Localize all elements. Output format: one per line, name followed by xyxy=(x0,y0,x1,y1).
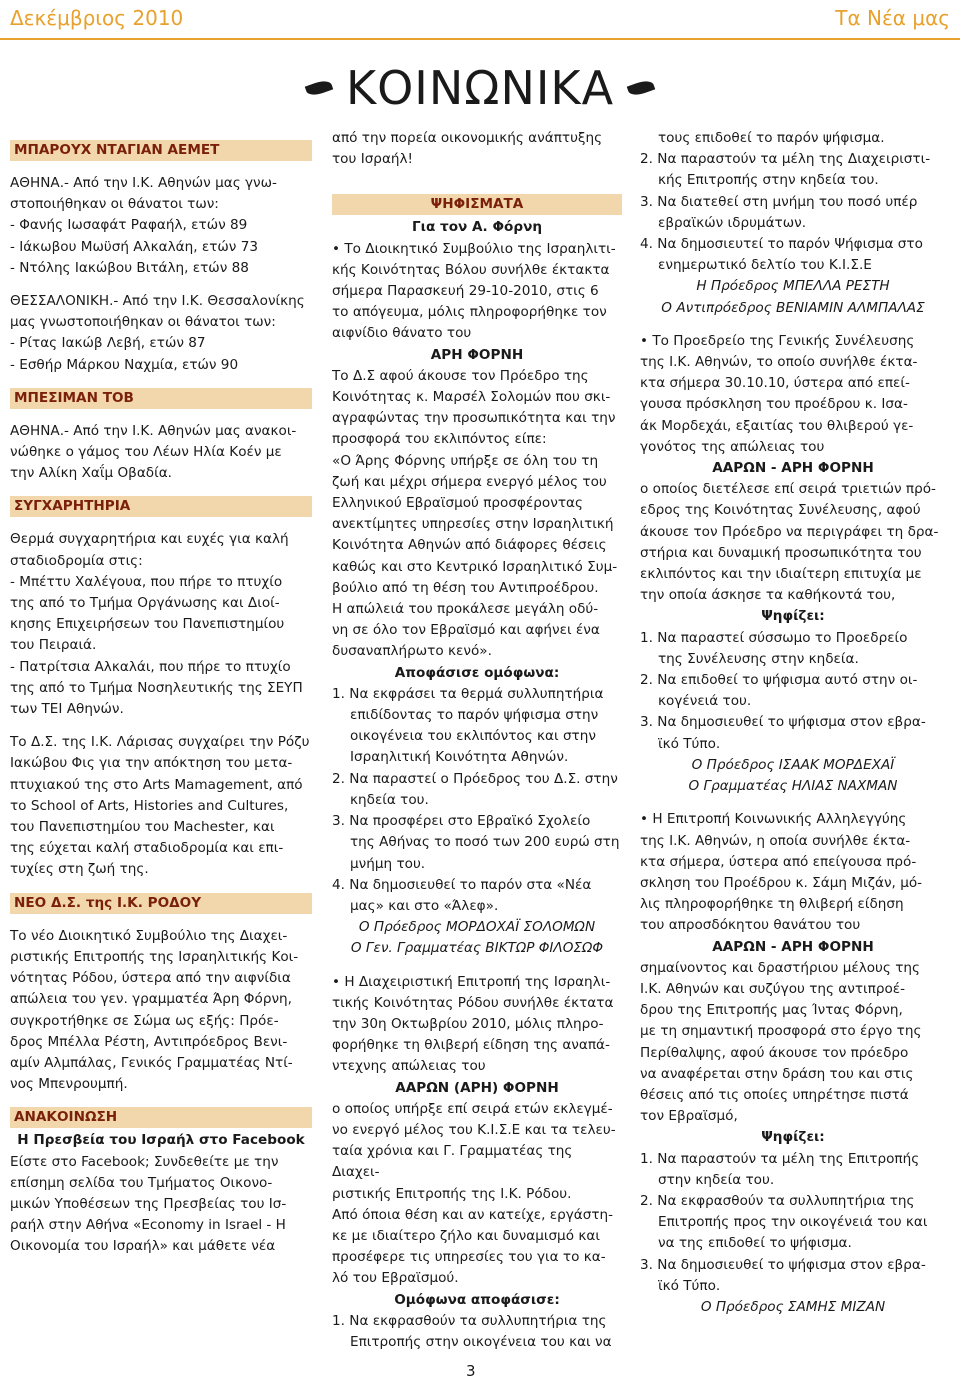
text-line: ΑΘΗΝΑ.- Από την Ι.Κ. Αθηνών μας ανακοι- xyxy=(10,422,297,439)
text-line: νώθηκε ο γάμος του Λέων Ηλία Κοέν με xyxy=(10,444,282,461)
section-heading: ΑΝΑΚΟΙΝΩΣΗ xyxy=(10,1107,312,1128)
signature: Η Πρόεδρος ΜΠΕΛΛΑ ΡΕΣΤΗ xyxy=(696,278,890,295)
column-2 xyxy=(332,128,622,1353)
list-item xyxy=(640,1191,946,1255)
text-line: αγραφώντας την προσωπικότητα και την xyxy=(332,410,616,427)
list-item xyxy=(640,234,946,276)
text-line: Το Δ.Σ. της Ι.Κ. Λάρισας συγχαίρει την Ρόζυ xyxy=(10,734,310,751)
text-line: νος Μπενρουμπή. xyxy=(10,1076,128,1093)
text-line: κησης Επιχειρήσεων του Πανεπιστημίου xyxy=(10,616,285,633)
text-line: της εύχεται καλή σταδιοδρομία και επι- xyxy=(10,840,284,857)
section-heading: ΨΗΦΙΣΜΑΤΑ xyxy=(332,194,622,215)
text-line: της από το Τμήμα Νοσηλευτικής της ΣΕΥΠ xyxy=(10,679,303,696)
signature: Ο Πρόεδρος ΙΣΑΑΚ ΜΟΡΔΕΧΑΪ xyxy=(691,756,895,773)
announcement-title: Η Πρεσβεία του Ισραήλ στο Facebook xyxy=(17,1132,305,1149)
text-line: συγκροτήθηκε σε Σώμα ως εξής: Πρόε- xyxy=(10,1012,279,1029)
text-line: ΑΘΗΝΑ.- Από την Ι.Κ. Αθηνών μας γνω- xyxy=(10,175,277,191)
text-line: Η απώλειά του προκάλεσε μεγάλη οδύ- xyxy=(332,601,599,618)
text-line: ριστικής Επιτροπής της Ισραηλιτικής Κοι- xyxy=(10,948,299,965)
list-item xyxy=(332,769,622,811)
column-1 xyxy=(10,140,312,1270)
text-line: λις πληροφορήθηκε τη θλιβερή είδηση xyxy=(640,896,904,913)
text-line: προσφορά του εκλιπόντος είπε: xyxy=(332,431,547,448)
votes-heading: Ψηφίζει: xyxy=(761,608,825,625)
text-line: - Ιάκωβου Μωϋσή Αλκαλάη, ετών 73 xyxy=(10,238,259,255)
text-line: 1. Να εκφρασθούν τα συλλυπητήρια της xyxy=(332,1312,607,1329)
numbered-list xyxy=(640,1149,946,1297)
signature: Ο Πρόεδρος ΣΑΜΗΣ ΜΙΖΑΝ xyxy=(700,1298,886,1315)
text-line: άκ Μορδεχάι, εξαιτίας του θλιβερού γε- xyxy=(640,417,914,434)
text-line: καθώς και στο Κεντρικό Ισραηλιτικό Συμ- xyxy=(332,558,618,575)
paragraph xyxy=(10,926,312,1096)
text-line: ΘΕΣΣΑΛΟΝΙΚΗ.- Από την Ι.Κ. Θεσσαλονίκης xyxy=(10,293,305,310)
text-line: κηδεία του. xyxy=(350,791,429,808)
decision-heading: Αποφάσισε ομόφωνα: xyxy=(394,664,560,681)
numbered-list xyxy=(640,149,946,276)
text-line: να αναφέρεται στην δράση του και στις xyxy=(640,1065,914,1082)
text-line: 1. Να παραστούν τα μέλη της Επιτροπής xyxy=(640,1150,920,1167)
issue-date: Δεκέμβριος 2010 xyxy=(10,6,184,30)
section-heading: ΣΥΓΧΑΡΗΤΗΡΙΑ xyxy=(10,496,312,517)
leaf-ornament-icon xyxy=(627,78,656,98)
text-line: 2. Να εκφρασθούν τα συλλυπητήρια της xyxy=(640,1192,915,1209)
section-title-block xyxy=(300,58,660,118)
text-line: κής Επιτροπής στην κηδεία του. xyxy=(658,172,879,189)
text-line: νη σε όλο τον Εβραϊσμό και αφήνει ένα xyxy=(332,622,600,639)
text-line: • Το Προεδρείο της Γενικής Συνέλευσης xyxy=(640,332,915,349)
text-line: 4. Να δημοσιευτεί το παρόν Ψήφισμα στο xyxy=(640,236,923,253)
text-line: Θερμά συγχαρητήρια και ευχές για καλή xyxy=(10,531,289,548)
text-line: 3. Να δημοσιευθεί το ψήφισμα στον εβρα- xyxy=(640,714,926,731)
numbered-list xyxy=(332,684,622,917)
text-line: νο ενεργό μέλος του Κ.Ι.Σ.Ε και τα τελευ- xyxy=(332,1121,616,1138)
text-line: νότητας Ρόδου, ύστερα από την αιφνίδια xyxy=(10,970,291,987)
text-line: άκουσε τον Πρόεδρο να περιγράφει τη δρα- xyxy=(640,523,939,540)
list-item xyxy=(332,684,622,769)
text-line: από την πορεία οικονομικής ανάπτυξης xyxy=(332,130,603,146)
text-line: Κοινότητα Αθηνών από διάφορες θέσεις xyxy=(332,537,607,554)
section-title: ΚΟΙΝΩΝΙΚΑ xyxy=(345,61,615,115)
text-line: Επιτροπής στην οικογένεια του και να xyxy=(350,1333,612,1350)
decision-heading: Ομόφωνα αποφάσισε: xyxy=(394,1291,560,1308)
text-line: γουσα πρόσκληση του προέδρου κ. Ισα- xyxy=(640,396,908,413)
text-line: τον Εβραϊσμό, xyxy=(640,1108,738,1125)
text-line: «Ο Άρης Φόρνης υπήρξε σε όλη του τη xyxy=(332,452,599,469)
text-line: σήμερα Παρασκευή 29-10-2010, στις 6 xyxy=(332,283,599,300)
text-line: ντεχνης απώλειας του xyxy=(332,1058,486,1075)
paragraph xyxy=(10,1152,312,1258)
text-line: 3. Να διατεθεί στη μνήμη του ποσό υπέρ xyxy=(640,193,918,210)
text-line: ϊκό Τύπο. xyxy=(658,735,721,752)
text-line: Από όποια θέση και αν κατείχε, εργάστη- xyxy=(332,1206,614,1223)
text-line: 3. Να προσφέρει στο Εβραϊκό Σχολείο xyxy=(332,813,591,830)
list-item xyxy=(332,811,622,875)
list-item xyxy=(640,1149,946,1191)
text-line: ανεκτίμητες υπηρεσίες στην Ισραηλιτική xyxy=(332,516,614,533)
text-line: - Εσθήρ Μάρκου Ναχμία, ετών 90 xyxy=(10,356,239,373)
text-line: κής Κοινότητας Βόλου συνήλθε έκτακτα xyxy=(332,261,610,278)
text-line: Ελληνικού Εβραϊσμού προσφέροντας xyxy=(332,495,583,512)
signature: Ο Αντιπρόεδρος ΒΕΝΙΑΜΙΝ ΑΛΜΠΑΛΑΣ xyxy=(661,299,925,316)
text-line: τους επιδοθεί το παρόν ψήφισμα. xyxy=(658,130,885,146)
leaf-ornament-icon xyxy=(305,78,334,98)
signature: Ο Γεν. Γραμματέας ΒΙΚΤΩΡ ΦΙΛΟΣΩΦ xyxy=(350,940,604,957)
text-line: της Ι.Κ. Αθηνών, το οποίο συνήλθε έκτα- xyxy=(640,354,918,371)
text-line: θέσεις από τις οποίες υπηρέτησε πιστά xyxy=(640,1086,909,1103)
numbered-list xyxy=(332,1311,622,1353)
text-line: προσέφερε τις υπηρεσίες του για το κα- xyxy=(332,1249,606,1266)
section-heading: ΝΕΟ Δ.Σ. της Ι.Κ. ΡΟΔΟΥ xyxy=(10,893,312,914)
text-line: στήρια και δυναμική προσωπικότητα του xyxy=(640,544,922,561)
text-line: δρου της Επιτροπής μας Ίντας Φόρνη, xyxy=(640,1002,903,1019)
text-line: Επιτροπής προς την οικογένειά του και xyxy=(658,1214,928,1231)
text-line: • Η Επιτροπή Κοινωνικής Αλληλεγγύης xyxy=(640,811,907,828)
text-line: απώλεια του γεν. γραμματέα Άρη Φόρνη, xyxy=(10,991,292,1008)
paragraph xyxy=(640,128,946,149)
paragraph xyxy=(10,173,312,279)
text-line: ο οποίος υπήρξε επί σειρά ετών εκλεγμέ- xyxy=(332,1100,613,1117)
text-line: Κοινότητας κ. Μαρσέλ Σολομών που σκι- xyxy=(332,389,611,406)
column-3 xyxy=(640,128,946,1318)
text-line: ο οποίος διετέλεσε επί σειρά τριετιών πρό- xyxy=(640,481,936,498)
numbered-list xyxy=(640,628,946,755)
text-line: οικογένεια του εκλιπόντος και στην xyxy=(350,728,596,745)
votes-heading: Ψηφίζει: xyxy=(761,1129,825,1146)
deceased-name: ΑΡΗ ΦΟΡΝΗ xyxy=(430,346,524,363)
text-line: Είστε στο Facebook; Συνδεθείτε με την xyxy=(10,1153,279,1170)
text-line: αμίν Αλμπάλας, Γενικός Γραμματέας Ντί- xyxy=(10,1054,293,1071)
text-line: την 30η Οκτωβρίου 2010, μόλις πληρο- xyxy=(332,1015,604,1032)
text-line: του Πανεπιστημίου του Machester, και xyxy=(10,819,275,836)
text-line: - Μπέττυ Χαλέγουα, που πήρε το πτυχίο xyxy=(10,573,283,590)
paragraph xyxy=(332,972,622,1078)
text-line: 2. Να επιδοθεί το ψήφισμα αυτό στην οι- xyxy=(640,672,918,689)
text-line: ριστικής Επιτροπής της Ι.Κ. Ρόδου. xyxy=(332,1185,572,1202)
text-line: - Ντόλης Ιακώβου Βιτάλη, ετών 88 xyxy=(10,259,249,276)
text-line: του Ισραήλ! xyxy=(332,151,414,168)
subheading: Για τον Α. Φόρνη xyxy=(411,219,543,236)
text-line: ενημερωτικό δελτίο του Κ.Ι.Σ.Ε xyxy=(658,257,872,274)
text-line: Ι.Κ. Αθηνών και συζύγου της αντιπροέ- xyxy=(640,980,906,997)
text-line: μικών Υποθέσεων της Πρεσβείας του Ισ- xyxy=(10,1195,287,1212)
text-line: το School of Arts, Histories and Cultures, xyxy=(10,797,289,814)
text-line: 3. Να δημοσιευθεί το ψήφισμα στον εβρα- xyxy=(640,1256,926,1273)
text-line: - Ρίτας Ιακώβ Λεβή, ετών 87 xyxy=(10,335,206,352)
paragraph xyxy=(640,958,946,1128)
text-line: να της επιδοθεί το ψήφισμα. xyxy=(658,1235,852,1252)
text-line: Το Δ.Σ αφού άκουσε τον Πρόεδρο της xyxy=(332,367,589,384)
text-line: σημαίνοντος και δραστήριου μέλους της xyxy=(640,959,920,976)
text-line: στην κηδεία του. xyxy=(658,1171,775,1188)
text-line: της Συνέλευσης στην κηδεία. xyxy=(658,650,859,667)
text-line: επίσημη σελίδα του Τμήματος Οικονο- xyxy=(10,1174,273,1191)
text-line: την Αλίκη Χαΐμ Οβαδία. xyxy=(10,465,172,482)
text-line: του απροσδόκητου θανάτου του xyxy=(640,917,861,934)
text-line: ζωή και μέχρι σήμερα ενεργό μέλος του xyxy=(332,473,607,490)
text-line: ραήλ στην Αθήνα «Economy in Israel - Η xyxy=(10,1217,286,1234)
list-item xyxy=(640,192,946,234)
text-line: λό του Εβραϊσμού. xyxy=(332,1270,459,1287)
text-line: κογένειά του. xyxy=(658,693,752,710)
text-line: • Το Διοικητικό Συμβούλιο της Ισραηλιτι- xyxy=(332,240,616,257)
paragraph xyxy=(332,366,622,663)
page-number: 3 xyxy=(466,1362,476,1380)
list-item xyxy=(640,628,946,670)
text-line: 2. Να παραστεί ο Πρόεδρος του Δ.Σ. στην xyxy=(332,770,618,787)
list-item xyxy=(640,670,946,712)
header-divider xyxy=(0,38,960,40)
list-item xyxy=(640,1255,946,1297)
list-item xyxy=(332,1311,622,1353)
text-line: των ΤΕΙ Αθηνών. xyxy=(10,701,124,718)
text-line: 1. Να εκφράσει τα θερμά συλλυπητήρια xyxy=(332,685,604,702)
text-line: επιδίδοντας το παρόν ψήφισμα στην xyxy=(350,707,599,724)
list-item xyxy=(640,149,946,191)
paragraph xyxy=(332,128,622,170)
paragraph xyxy=(10,421,312,485)
deceased-name: ΑΑΡΩΝ (ΑΡΗ) ΦΟΡΝΗ xyxy=(395,1079,559,1096)
paragraph xyxy=(332,1099,622,1290)
text-line: φορήθηκε τη θλιβερή είδηση της αναπά- xyxy=(332,1037,610,1054)
text-line: ϊκό Τύπο. xyxy=(658,1277,721,1294)
paragraph xyxy=(640,479,946,606)
text-line: Το νέο Διοικητικό Συμβούλιο της Διαχει- xyxy=(10,927,288,944)
text-line: την οποία άσκησε τα καθήκοντά του, xyxy=(640,587,896,604)
text-line: κε με ιδιαίτερο ζήλο και δυναμισμό και xyxy=(332,1227,600,1244)
paragraph xyxy=(10,529,312,720)
paragraph xyxy=(10,732,312,880)
text-line: Περίθαλψης, αφού άκουσε τον πρόεδρο xyxy=(640,1044,909,1061)
text-line: δρος Μπέλλα Ρέστη, Αντιπρόεδρος Βενι- xyxy=(10,1033,288,1050)
text-line: 1. Να παραστεί σύσσωμο το Προεδρείο xyxy=(640,629,908,646)
text-line: κτα σήμερα 30.10.10, ύστερα από επεί- xyxy=(640,375,910,392)
section-heading: ΜΠΕΣΙΜΑΝ ΤΟΒ xyxy=(10,388,312,409)
text-line: βούλιο από τη θέση του Αντιπροέδρου. xyxy=(332,579,599,596)
text-line: Οικονομία του Ισραήλ» και μάθετε νέα xyxy=(10,1238,276,1255)
text-line: τικής Κοινότητας Ρόδου συνήλθε έκτατα xyxy=(332,994,614,1011)
text-line: εβραϊκών ιδρυμάτων. xyxy=(658,214,807,231)
text-line: σταδιοδρομία στις: xyxy=(10,552,143,569)
text-line: - Πατρίτσια Αλκαλάι, που πήρε το πτυχίο xyxy=(10,658,291,675)
text-line: Ισραηλιτική Κοινότητα Αθηνών. xyxy=(350,749,569,766)
text-line: της από το Τμήμα Οργάνωσης και Διοί- xyxy=(10,595,280,612)
paragraph xyxy=(640,809,946,936)
signature: Ο Γραμματέας ΗΛΙΑΣ ΝΑΧΜΑΝ xyxy=(688,778,898,795)
text-line: ταία χρόνια και Γ. Γραμματέας της Διαχει- xyxy=(332,1143,573,1181)
text-line: μνήμη του. xyxy=(350,855,426,872)
publication-name: Τα Νέα μας xyxy=(835,6,950,30)
text-line: Ιακώβου Φις για την απόκτηση του μετα- xyxy=(10,755,293,772)
text-line: της Αθήνας το ποσό των 200 ευρώ στη xyxy=(350,834,620,851)
text-line: κτα σήμερα, ύστερα από επείγουσα πρό- xyxy=(640,853,917,870)
text-line: μας» και στο «Άλεφ». xyxy=(350,897,499,914)
paragraph xyxy=(10,291,312,376)
text-line: του Πειραιά. xyxy=(10,637,97,654)
text-line: δυσαναπλήρωτο κενό». xyxy=(332,643,492,660)
paragraph xyxy=(640,331,946,458)
text-line: 4. Να δημοσιευθεί το παρόν στα «Νέα xyxy=(332,876,592,893)
list-item xyxy=(332,875,622,917)
text-line: της Ι.Κ. Αθηνών, η οποία συνήλθε έκτα- xyxy=(640,832,911,849)
deceased-name: ΑΑΡΩΝ - ΑΡΗ ΦΟΡΝΗ xyxy=(712,460,874,477)
section-heading: ΜΠΑΡΟΥΧ ΝΤΑΓΙΑΝ ΑΕΜΕΤ xyxy=(10,140,312,161)
text-line: εδρος της Κοινότητας Συνέλευσης, αφού xyxy=(640,502,921,519)
text-line: 2. Να παραστούν τα μέλη της Διαχειριστι- xyxy=(640,151,931,168)
signature: Ο Πρόεδρος ΜΟΡΔΟΧΑΪ ΣΟΛΟΜΩΝ xyxy=(358,919,596,936)
deceased-name: ΑΑΡΩΝ - ΑΡΗ ΦΟΡΝΗ xyxy=(712,938,874,955)
text-line: σκληση του Προέδρου κ. Σάμη Μιζάν, μό- xyxy=(640,874,923,891)
text-line: μας γνωστοποιήθηκαν οι θάνατοι των: xyxy=(10,314,276,331)
text-line: γονότος της απώλειας του xyxy=(640,438,825,455)
text-line: αιφνίδιο θάνατο του xyxy=(332,325,472,342)
text-line: τυχίες στη ζωή της. xyxy=(10,861,149,878)
text-line: το απόγευμα, μόλις πληροφορήθηκε τον xyxy=(332,304,607,321)
text-line: • Η Διαχειριστική Επιτροπή της Ισραηλι- xyxy=(332,973,611,990)
paragraph xyxy=(332,239,622,345)
text-line: με τη σημαντική προσφορά στο έργο της xyxy=(640,1023,922,1040)
list-item xyxy=(640,712,946,754)
text-line: - Φανής Ιωσαφάτ Ραφαήλ, ετών 89 xyxy=(10,217,248,234)
text-line: εκλιπόντος και την ιδιαίτερη επιτυχία με xyxy=(640,566,922,583)
text-line: στοποιήθηκαν οι θάνατοι των: xyxy=(10,196,219,213)
text-line: πτυχιακού της στο Arts Mamagement, από xyxy=(10,776,303,793)
